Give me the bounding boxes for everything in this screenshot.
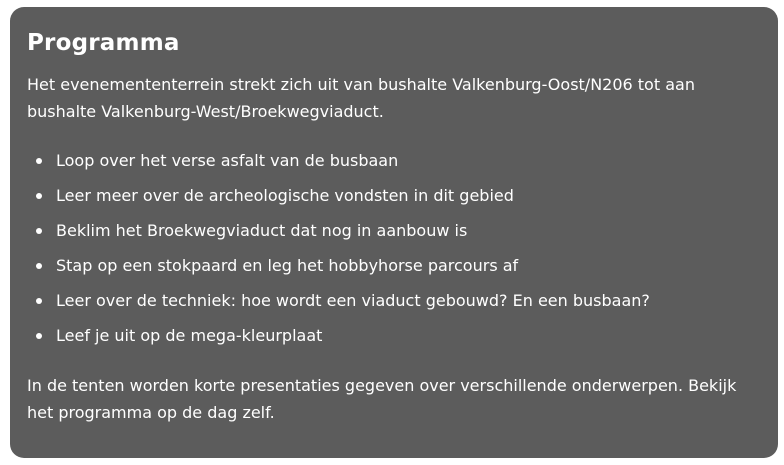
list-item bbox=[27, 213, 761, 248]
list-item-text: Stap op een stokpaard en leg het hobbyhorse parcours af bbox=[56, 256, 519, 275]
list-item bbox=[27, 318, 761, 353]
bullet-icon bbox=[36, 298, 42, 304]
list-item-text: Beklim het Broekwegviaduct dat nog in aanbouw is bbox=[56, 221, 468, 240]
activity-list bbox=[27, 143, 761, 353]
programma-card bbox=[10, 7, 778, 458]
list-item bbox=[27, 248, 761, 283]
bullet-icon bbox=[36, 228, 42, 234]
list-item bbox=[27, 178, 761, 213]
bullet-icon bbox=[36, 263, 42, 269]
bullet-icon bbox=[36, 193, 42, 199]
list-item-text: Leef je uit op de mega-kleurplaat bbox=[56, 326, 323, 345]
intro-paragraph: Het evenemententerrein strekt zich uit van bushalte Valkenburg-Oost/N206 tot aan bushalte Valkenburg-West/Broekwegviaduct. bbox=[27, 75, 695, 121]
list-item-text: Leer over de techniek: hoe wordt een viaduct gebouwd? En een busbaan? bbox=[56, 291, 650, 310]
outro-paragraph: In de tenten worden korte presentaties gegeven over verschillende onderwerpen. Bekijk het programma op de dag zelf. bbox=[27, 376, 737, 422]
list-item bbox=[27, 283, 761, 318]
list-item-text: Loop over het verse asfalt van de busbaan bbox=[56, 151, 399, 170]
list-item-text: Leer meer over de archeologische vondsten in dit gebied bbox=[56, 186, 514, 205]
list-item bbox=[27, 143, 761, 178]
bullet-icon bbox=[36, 158, 42, 164]
bullet-icon bbox=[36, 333, 42, 339]
section-title: Programma bbox=[27, 30, 180, 56]
